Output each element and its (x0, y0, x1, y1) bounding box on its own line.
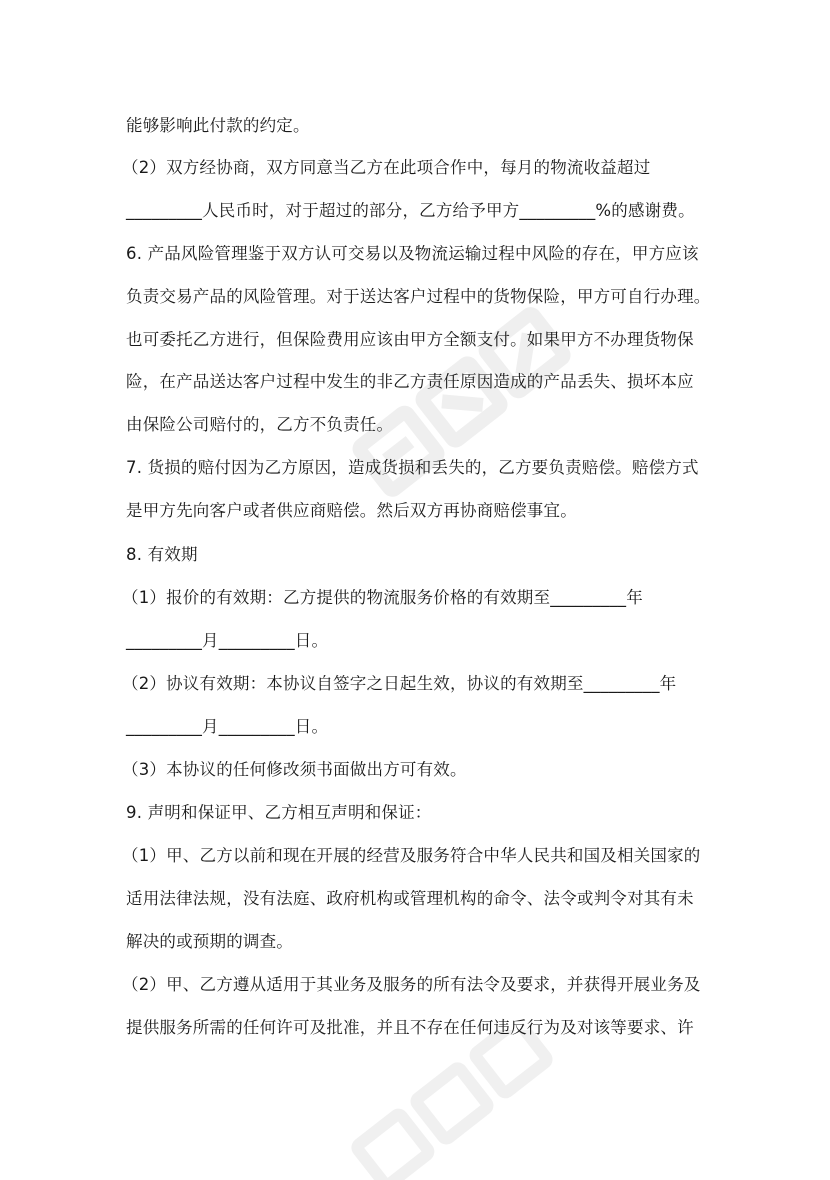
paragraph-line: _________人民币时，对于超过的部分，乙方给予甲方_________%的感谢费。 (126, 201, 695, 220)
paragraph-line: （1）甲、乙方以前和现在开展的经营及服务符合中华人民共和国及相关国家的 (122, 846, 701, 865)
paragraph-line: （1）报价的有效期：乙方提供的物流服务价格的有效期至_________年 (122, 588, 643, 607)
paragraph-line: （2）协议有效期：本协议自签字之日起生效，协议的有效期至_________年 (122, 674, 677, 693)
paragraph-line: 解决的或预期的调查。 (126, 932, 293, 951)
paragraph-line: 提供服务所需的任何许可及批准，并且不存在任何违反行为及对该等要求、许 (126, 1018, 694, 1037)
paragraph-line: 由保险公司赔付的，乙方不负责任。 (126, 415, 394, 434)
paragraph-line: 是甲方先向客户或者供应商赔偿。然后双方再协商赔偿事宜。 (126, 501, 577, 520)
watermark-icon (320, 1030, 580, 1180)
section-heading: 9. 声明和保证甲、乙方相互声明和保证： (126, 803, 432, 822)
paragraph-line: _________月_________日。 (126, 717, 329, 736)
paragraph-line: （2）双方经协商，双方同意当乙方在此项合作中，每月的物流收益超过 (122, 158, 651, 177)
paragraph-line: 能够影响此付款的约定。 (126, 116, 310, 135)
watermark-icon (330, 280, 590, 520)
paragraph-line: 适用法律法规，没有法庭、政府机构或管理机构的命令、法令或判令对其有未 (126, 889, 694, 908)
paragraph-line: （2）甲、乙方遵从适用于其业务及服务的所有法令及要求，并获得开展业务及 (122, 975, 701, 994)
paragraph-line: （3）本协议的任何修改须书面做出方可有效。 (122, 760, 467, 779)
paragraph-line: 负责交易产品的风险管理。对于送达客户过程中的货物保险，甲方可自行办理。 (126, 287, 711, 306)
paragraph-line: _________月_________日。 (126, 631, 329, 650)
section-heading: 8. 有效期 (126, 545, 198, 564)
paragraph-line: 险，在产品送达客户过程中发生的非乙方责任原因造成的产品丢失、损坏本应 (126, 372, 694, 391)
paragraph-line: 7. 货损的赔付因为乙方原因，造成货损和丢失的，乙方要负责赔偿。赔偿方式 (126, 458, 699, 477)
paragraph-line: 也可委托乙方进行，但保险费用应该由甲方全额支付。如果甲方不办理货物保 (126, 330, 694, 349)
paragraph-line: 6. 产品风险管理鉴于双方认可交易以及物流运输过程中风险的存在，甲方应该 (126, 244, 699, 263)
